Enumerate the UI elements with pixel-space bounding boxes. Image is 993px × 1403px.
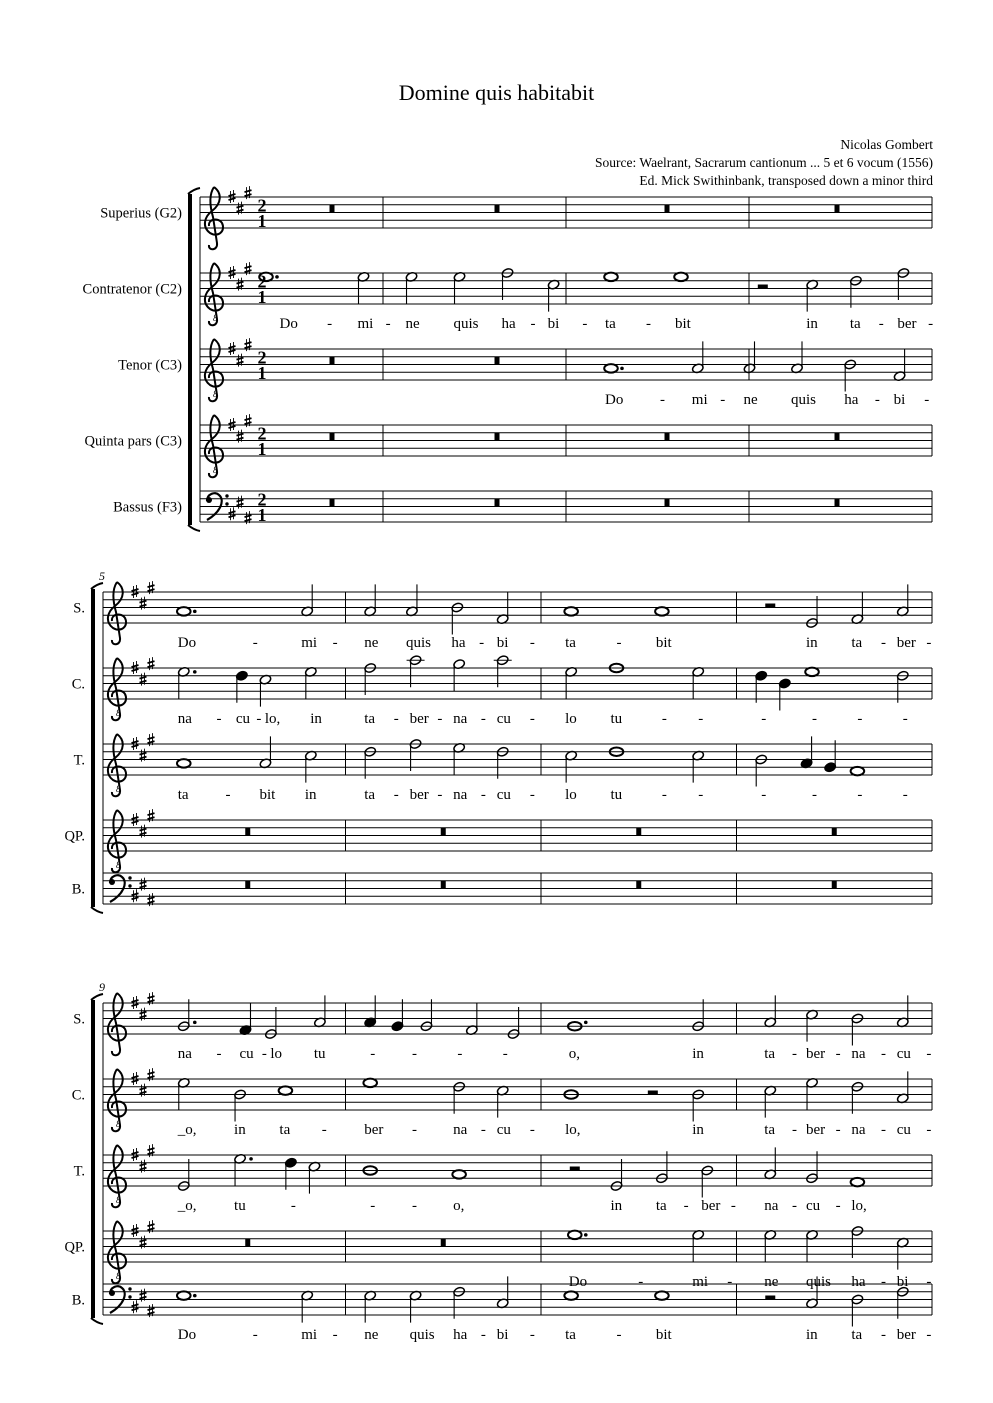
lyric-syllable: ta — [605, 316, 616, 332]
lyric-syllable: lo — [270, 1046, 283, 1062]
whole-note-icon — [564, 607, 578, 615]
treble-clef-icon — [108, 993, 126, 1055]
clef-octave-mark: 8 — [116, 784, 121, 794]
lyric-syllable: quis — [409, 1327, 435, 1343]
lyric-syllable: na — [177, 711, 192, 727]
staff-label: C. — [71, 1087, 85, 1104]
whole-note-icon — [604, 273, 618, 281]
lyric-syllable: mi — [357, 316, 374, 332]
lyric-syllable: ta — [565, 1327, 576, 1343]
lyric-syllable: bi — [896, 1274, 909, 1290]
lyric-hyphen: - — [327, 316, 333, 332]
lyric-syllable: in — [304, 787, 317, 803]
lyric-hyphen: - — [437, 711, 443, 727]
lyric-syllable: na — [764, 1198, 779, 1214]
lyric-syllable: tu — [313, 1046, 326, 1062]
lyric-syllable: na — [177, 1046, 192, 1062]
bracket-top — [188, 188, 200, 194]
time-signature-bottom: 1 — [257, 211, 267, 231]
lyric-syllable: ber — [364, 1122, 384, 1138]
lyric-hyphen: - — [480, 1122, 486, 1138]
lyric-syllable: cu — [806, 1198, 821, 1214]
time-signature-top: 2 — [257, 271, 267, 292]
lyric-hyphen: - — [878, 316, 884, 332]
lyric-syllable: in — [692, 1122, 704, 1138]
staff-label: Tenor (C3) — [118, 357, 182, 374]
bracket-bottom — [91, 1318, 103, 1324]
lyric-syllable: o, — [453, 1198, 465, 1214]
lyric-syllable: bit — [259, 787, 276, 803]
whole-note-icon — [363, 1079, 377, 1087]
lyric-syllable: na — [453, 787, 468, 803]
lyric-syllable: tu — [610, 787, 623, 803]
lyric-hyphen: - — [835, 1198, 841, 1214]
breve-rest-icon — [441, 1239, 446, 1247]
augmentation-dot — [275, 275, 279, 279]
clef-octave-mark: 8 — [213, 389, 218, 399]
lyric-syllable: na — [453, 1122, 468, 1138]
lyric-syllable: ta — [364, 787, 376, 803]
lyric-syllable: ne — [364, 635, 379, 651]
lyric-hyphen: - — [812, 787, 818, 803]
breve-rest-icon — [665, 205, 670, 213]
breve-rest-icon — [665, 433, 670, 441]
breve-rest-icon — [330, 499, 335, 507]
lyric-syllable: ne — [405, 316, 420, 332]
lyric-hyphen: - — [529, 635, 535, 651]
breve-rest-icon — [835, 433, 840, 441]
lyric-syllable: cu — [496, 787, 511, 803]
lyric-hyphen: - — [530, 316, 536, 332]
lyric-syllable: ta — [849, 316, 861, 332]
half-rest-icon — [570, 1167, 580, 1171]
lyric-syllable: in — [610, 1198, 623, 1214]
lyric-syllable: ber — [409, 711, 429, 727]
augmentation-dot — [584, 1021, 588, 1025]
lyric-syllable: ber — [701, 1198, 721, 1214]
lyric-syllable: ta — [655, 1198, 667, 1214]
lyric-hyphen: - — [683, 1198, 689, 1214]
lyric-hyphen: - — [857, 711, 863, 727]
lyric-hyphen: - — [411, 1122, 417, 1138]
lyric-hyphen: - — [252, 1327, 258, 1343]
whole-note-icon — [452, 1170, 466, 1178]
lyric-syllable: ta — [851, 1327, 863, 1343]
lyric-hyphen: - — [926, 1274, 932, 1290]
clef-octave-mark: 8 — [116, 1195, 121, 1205]
lyric-syllable: ne — [764, 1274, 779, 1290]
lyric-hyphen: - — [529, 787, 535, 803]
lyric-hyphen: - — [616, 1327, 622, 1343]
system-bracket — [188, 194, 192, 525]
lyric-hyphen: - — [928, 316, 934, 332]
augmentation-dot — [193, 670, 197, 674]
lyric-syllable: ber — [409, 787, 429, 803]
lyric-hyphen: - — [437, 787, 443, 803]
breve-rest-icon — [330, 433, 335, 441]
lyric-syllable: in — [234, 1122, 246, 1138]
key-signature-sharp-icon — [132, 661, 139, 674]
augmentation-dot — [193, 610, 197, 614]
staff-label: T. — [73, 752, 85, 769]
lyric-syllable: _o, — [177, 1198, 197, 1214]
lyric-syllable: ha — [451, 635, 466, 651]
key-signature-sharp-icon — [132, 1300, 139, 1313]
lyric-syllable: cu — [235, 711, 251, 727]
breve-rest-icon — [441, 881, 446, 889]
clef-octave-mark: 8 — [116, 860, 121, 870]
key-signature-sharp-icon — [132, 996, 139, 1009]
system-bracket — [91, 1000, 95, 1318]
whole-note-icon — [568, 1231, 582, 1239]
lyric-syllable: ta — [364, 711, 376, 727]
lyric-hyphen: - — [646, 316, 651, 332]
lyric-syllable: ta — [764, 1122, 776, 1138]
augmentation-dot — [620, 367, 624, 371]
lyric-syllable: ta — [764, 1046, 776, 1062]
source-credit: Source: Waelrant, Sacrarum cantionum ... 5 et 6 vocum (1556) — [595, 155, 933, 170]
lyric-hyphen: - — [698, 787, 704, 803]
staff-label: S. — [73, 600, 85, 617]
lyric-hyphen: - — [812, 711, 818, 727]
breve-rest-icon — [832, 881, 837, 889]
breve-rest-icon — [495, 433, 500, 441]
lyric-syllable: mi — [301, 1327, 318, 1343]
staff-label: B. — [71, 1292, 85, 1309]
breve-rest-icon — [441, 828, 446, 836]
staff-label: Contratenor (C2) — [82, 281, 182, 298]
lyric-syllable: ta — [565, 635, 576, 651]
lyric-syllable: ha — [844, 392, 859, 408]
half-rest-icon — [648, 1091, 658, 1095]
lyric-syllable: ber — [806, 1122, 826, 1138]
augmentation-dot — [249, 1157, 253, 1161]
lyric-syllable: in — [806, 1327, 818, 1343]
lyric-hyphen: - — [835, 1122, 841, 1138]
lyric-hyphen: - — [480, 1327, 486, 1343]
lyric-hyphen: - — [480, 787, 486, 803]
key-signature-sharp-icon — [132, 813, 139, 826]
half-rest-icon — [765, 1296, 775, 1300]
treble-clef-icon — [108, 582, 126, 644]
lyric-syllable: in — [806, 635, 818, 651]
clef-octave-mark: 8 — [213, 313, 218, 323]
lyric-syllable: quis — [791, 392, 817, 408]
staff-label: QP. — [64, 828, 85, 845]
lyric-hyphen: - — [835, 1046, 841, 1062]
system-bracket — [91, 589, 95, 907]
time-signature-top: 2 — [257, 347, 267, 368]
key-signature-sharp-icon — [229, 266, 236, 279]
lyric-syllable: na — [851, 1046, 866, 1062]
breve-rest-icon — [245, 1239, 250, 1247]
lyric-syllable: ber — [897, 316, 917, 332]
bracket-top — [91, 994, 103, 1000]
lyric-syllable: ta — [851, 635, 863, 651]
breve-rest-icon — [665, 499, 670, 507]
clef-octave-mark: 8 — [213, 465, 218, 475]
treble-clef-icon — [205, 187, 223, 249]
breve-rest-icon — [636, 881, 641, 889]
lyric-hyphen: - — [660, 392, 665, 408]
lyric-hyphen: - — [216, 711, 222, 727]
whole-note-icon — [279, 1086, 293, 1094]
lyric-hyphen: - — [880, 635, 886, 651]
lyric-syllable: lo — [565, 787, 577, 803]
lyric-syllable: _o, — [177, 1122, 197, 1138]
lyric-hyphen: - — [857, 787, 863, 803]
lyric-hyphen: - — [393, 787, 399, 803]
lyric-syllable: bit — [675, 316, 691, 332]
lyric-hyphen: - — [902, 787, 908, 803]
lyric-hyphen: - — [332, 635, 338, 651]
lyric-hyphen: - — [256, 711, 262, 727]
breve-rest-icon — [245, 828, 250, 836]
key-signature-sharp-icon — [132, 737, 139, 750]
bracket-bottom — [188, 525, 200, 531]
lyric-syllable: Do — [605, 392, 624, 408]
lyric-syllable: cu — [496, 711, 511, 727]
lyric-hyphen: - — [792, 1122, 798, 1138]
whole-note-icon — [805, 668, 819, 676]
lyric-hyphen: - — [761, 711, 767, 727]
half-rest-icon — [765, 604, 775, 608]
editor-credit: Ed. Mick Swithinbank, transposed down a minor third — [639, 173, 933, 188]
lyric-syllable: lo, — [264, 711, 281, 727]
staff-label: QP. — [64, 1239, 85, 1256]
staff-label: Superius (G2) — [100, 205, 182, 222]
breve-rest-icon — [495, 499, 500, 507]
lyric-syllable: bi — [496, 635, 509, 651]
lyric-syllable: na — [453, 711, 468, 727]
lyric-hyphen: - — [321, 1122, 327, 1138]
lyric-hyphen: - — [638, 1274, 644, 1290]
lyric-syllable: Do — [279, 316, 298, 332]
lyric-syllable: na — [851, 1122, 866, 1138]
lyric-syllable: ha — [851, 1274, 866, 1290]
time-signature-bottom: 1 — [257, 363, 267, 383]
lyric-hyphen: - — [792, 1198, 798, 1214]
augmentation-dot — [584, 1233, 588, 1237]
lyric-syllable: lo, — [851, 1198, 867, 1214]
lyric-syllable: ne — [743, 392, 758, 408]
bracket-top — [91, 583, 103, 589]
lyric-syllable: bi — [496, 1327, 509, 1343]
staff-label: S. — [73, 1011, 85, 1028]
lyric-hyphen: - — [661, 711, 667, 727]
lyric-hyphen: - — [926, 1046, 932, 1062]
key-signature-sharp-icon — [229, 342, 236, 355]
lyric-syllable: mi — [301, 635, 318, 651]
staff-label: Quinta pars (C3) — [84, 433, 182, 450]
lyric-hyphen: - — [880, 1327, 886, 1343]
lyric-hyphen: - — [261, 1046, 267, 1062]
lyric-syllable: Do — [177, 635, 197, 651]
whole-note-icon — [851, 767, 865, 775]
staff-label: T. — [73, 1163, 85, 1180]
lyric-hyphen: - — [411, 1046, 417, 1062]
lyric-hyphen: - — [529, 711, 535, 727]
lyric-syllable: tu — [610, 711, 623, 727]
staff-label: C. — [71, 676, 85, 693]
lyric-hyphen: - — [370, 1198, 376, 1214]
lyric-hyphen: - — [582, 316, 588, 332]
measure-number: 9 — [99, 980, 105, 994]
lyric-hyphen: - — [761, 787, 767, 803]
augmentation-dot — [193, 1021, 197, 1025]
time-signature-bottom: 1 — [257, 505, 267, 525]
lyric-hyphen: - — [880, 1046, 886, 1062]
lyric-syllable: ta — [279, 1122, 291, 1138]
lyric-syllable: quis — [405, 635, 431, 651]
whole-note-icon — [655, 1291, 669, 1299]
breve-rest-icon — [835, 499, 840, 507]
lyric-hyphen: - — [698, 711, 704, 727]
lyric-syllable: ber — [896, 1327, 916, 1343]
lyric-syllable: cu — [896, 1046, 911, 1062]
half-rest-icon — [758, 285, 768, 289]
lyric-syllable: tu — [234, 1198, 246, 1214]
whole-note-icon — [604, 364, 618, 372]
staff-label: B. — [71, 881, 85, 898]
lyric-hyphen: - — [880, 1122, 886, 1138]
breve-rest-icon — [835, 205, 840, 213]
lyric-hyphen: - — [661, 787, 667, 803]
lyric-syllable: ha — [501, 316, 516, 332]
lyric-syllable: ta — [177, 787, 189, 803]
score-title: Domine quis habitabit — [398, 80, 595, 105]
time-signature-top: 2 — [257, 423, 267, 444]
key-signature-sharp-icon — [132, 1072, 139, 1085]
breve-rest-icon — [495, 205, 500, 213]
lyric-syllable: bit — [655, 1327, 672, 1343]
lyric-syllable: ne — [364, 1327, 379, 1343]
key-signature-sharp-icon — [132, 1224, 139, 1237]
time-signature-top: 2 — [257, 489, 267, 510]
lyric-syllable: quis — [806, 1274, 832, 1290]
lyric-syllable: lo, — [565, 1122, 581, 1138]
lyric-hyphen: - — [720, 392, 726, 408]
lyric-hyphen: - — [225, 787, 231, 803]
lyric-syllable: Do — [568, 1274, 588, 1290]
lyric-hyphen: - — [393, 711, 399, 727]
lyric-syllable: Do — [177, 1327, 197, 1343]
clef-octave-mark: 8 — [116, 1271, 121, 1281]
breve-rest-icon — [330, 205, 335, 213]
lyric-hyphen: - — [926, 635, 932, 651]
lyric-hyphen: - — [252, 635, 258, 651]
key-signature-sharp-icon — [229, 507, 236, 520]
bracket-bottom — [91, 907, 103, 913]
lyric-hyphen: - — [529, 1122, 535, 1138]
whole-note-icon — [177, 1291, 191, 1299]
lyric-hyphen: - — [902, 711, 908, 727]
lyric-hyphen: - — [874, 392, 880, 408]
clef-octave-mark: 8 — [116, 708, 121, 718]
lyric-syllable: in — [310, 711, 322, 727]
lyric-syllable: quis — [453, 316, 479, 332]
lyric-hyphen: - — [529, 1327, 535, 1343]
key-signature-sharp-icon — [132, 585, 139, 598]
lyric-syllable: mi — [692, 1274, 709, 1290]
lyric-hyphen: - — [926, 1327, 932, 1343]
lyric-syllable: bi — [547, 316, 560, 332]
staff-label: Bassus (F3) — [113, 499, 182, 516]
composer-credit: Nicolas Gombert — [840, 137, 933, 152]
lyric-syllable: mi — [691, 392, 708, 408]
lyric-syllable: bit — [655, 635, 672, 651]
lyric-hyphen: - — [332, 1327, 338, 1343]
key-signature-sharp-icon — [132, 889, 139, 902]
lyric-syllable: ber — [896, 635, 916, 651]
whole-note-icon — [655, 607, 669, 615]
breve-rest-icon — [832, 828, 837, 836]
lyric-hyphen: - — [880, 1274, 886, 1290]
key-signature-sharp-icon — [229, 418, 236, 431]
augmentation-dot — [193, 1294, 197, 1298]
whole-note-icon — [177, 759, 191, 767]
lyric-hyphen: - — [792, 1046, 798, 1062]
lyric-hyphen: - — [502, 1046, 508, 1062]
lyric-hyphen: - — [411, 1198, 417, 1214]
measure-number: 5 — [99, 569, 105, 583]
lyric-hyphen: - — [616, 635, 622, 651]
time-signature-top: 2 — [257, 195, 267, 216]
lyric-syllable: cu — [496, 1122, 511, 1138]
whole-note-icon — [851, 1178, 865, 1186]
lyric-syllable: ber — [806, 1046, 826, 1062]
lyric-hyphen: - — [290, 1198, 296, 1214]
lyric-hyphen: - — [216, 1046, 222, 1062]
whole-note-icon — [564, 1291, 578, 1299]
lyric-syllable: ha — [453, 1327, 468, 1343]
lyric-hyphen: - — [730, 1198, 736, 1214]
lyric-hyphen: - — [727, 1274, 733, 1290]
time-signature-bottom: 1 — [257, 287, 267, 307]
breve-rest-icon — [636, 828, 641, 836]
lyric-hyphen: - — [924, 392, 930, 408]
clef-octave-mark: 8 — [116, 1119, 121, 1129]
lyric-hyphen: - — [479, 635, 485, 651]
whole-note-icon — [674, 273, 688, 281]
lyric-hyphen: - — [480, 711, 486, 727]
lyric-syllable: in — [806, 316, 818, 332]
lyric-syllable: in — [692, 1046, 704, 1062]
key-signature-sharp-icon — [229, 190, 236, 203]
lyric-hyphen: - — [926, 1122, 932, 1138]
breve-rest-icon — [330, 357, 335, 365]
lyric-syllable: cu — [239, 1046, 254, 1062]
lyric-syllable: o, — [568, 1046, 581, 1062]
lyric-syllable: cu — [896, 1122, 911, 1138]
time-signature-bottom: 1 — [257, 439, 267, 459]
whole-note-icon — [177, 607, 191, 615]
lyric-syllable: lo — [565, 711, 577, 727]
lyric-hyphen: - — [457, 1046, 463, 1062]
lyric-hyphen: - — [385, 316, 391, 332]
key-signature-sharp-icon — [132, 1148, 139, 1161]
lyric-hyphen: - — [370, 1046, 376, 1062]
breve-rest-icon — [495, 357, 500, 365]
lyric-syllable: bi — [893, 392, 906, 408]
breve-rest-icon — [245, 881, 250, 889]
